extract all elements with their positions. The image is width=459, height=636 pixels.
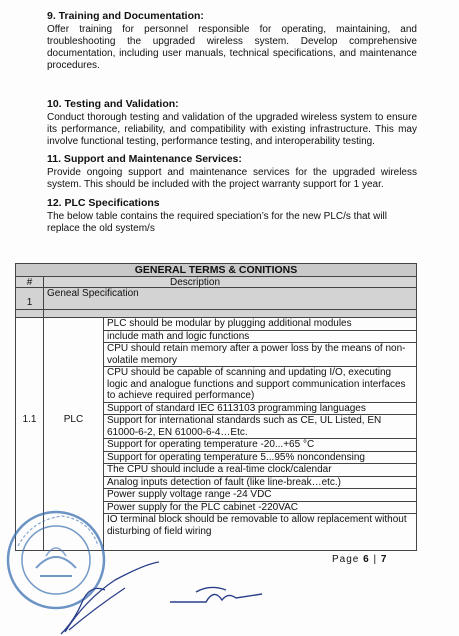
- page-number: [332, 554, 387, 565]
- spec-item: Power supply voltage range -24 VDC: [104, 489, 416, 502]
- spec-item: CPU should be capable of scanning and updating I/O, executing logic and analogue functions and support communication interfaces to achieve required performance): [104, 367, 416, 403]
- col-desc-label: Description: [170, 277, 221, 288]
- signature-icon: [55, 560, 165, 636]
- section-support: [47, 153, 417, 191]
- spec-item: Power supply for the PLC cabinet -220VAC: [104, 502, 416, 515]
- section-heading: 9. Training and Documentation:: [47, 10, 204, 22]
- spec-item: Support for international standards such as CE, UL Listed, EN 61000-6-2, EN 61000-6-4…Etc.: [104, 415, 416, 439]
- spec-item: The CPU should include a real-time clock/calendar: [104, 464, 416, 477]
- page-label: Page: [332, 554, 360, 565]
- section-heading: 10. Testing and Validation:: [47, 98, 179, 110]
- table-row-general: [16, 288, 416, 310]
- section-training: [47, 10, 417, 72]
- section-plc-specs: [47, 197, 417, 235]
- general-label: Geneal Specification: [47, 288, 139, 299]
- section-body: Conduct thorough testing and validation of the upgraded wireless system to ensure its performance, reliability, and compatibility with existing infrastructure. This may involve functional testing, performance testing, and interoperability testing.: [47, 112, 417, 147]
- spec-item: Support for operating temperature -20...+65 °C: [104, 439, 416, 452]
- col-desc-header: [44, 277, 416, 287]
- spacer-cell: [16, 310, 44, 317]
- spec-item: Analog inputs detection of fault (like line-break…etc.): [104, 477, 416, 490]
- spec-item: include math and logic functions: [104, 331, 416, 344]
- general-num: 1: [16, 288, 44, 309]
- section-testing: [47, 98, 417, 148]
- section-body: Provide ongoing support and maintenance services for the upgraded wireless system. This should be included with the project warranty support for 1 year.: [47, 167, 417, 190]
- spec-item: CPU should retain memory after a power loss by the means of non-volatile memory: [104, 343, 416, 367]
- spec-item: Support for operating temperature 5...95% noncondensing: [104, 452, 416, 465]
- table-header-row: [16, 277, 416, 288]
- item-name: PLC: [63, 414, 84, 425]
- item-num: 1.1: [22, 414, 37, 425]
- section-body: Offer training for personnel responsible for operating, maintaining, and troubleshooting the upgraded wireless system. Develop comprehensive documentation, including user manuals, technical specifications, and maintenance procedures.: [47, 24, 417, 71]
- page-separator: |: [369, 554, 381, 565]
- spec-list: [104, 318, 416, 550]
- section-heading: 11. Support and Maintenance Services:: [47, 153, 242, 165]
- signature-icon: [166, 578, 266, 610]
- spec-item: IO terminal block should be removable to allow replacement without disturbing of field wiring: [107, 514, 407, 537]
- spec-item: Support of standard IEC 6113103 programming languages: [104, 403, 416, 416]
- page-total: 7: [380, 554, 388, 565]
- page-current: 6: [363, 554, 370, 565]
- spec-item: PLC should be modular by plugging additional modules: [104, 318, 416, 331]
- section-heading: 12. PLC Specifications: [47, 197, 160, 209]
- col-num-header: #: [16, 277, 44, 287]
- section-body: The below table contains the required speciation’s for the new PLC/s that will replace the old system/s: [47, 211, 388, 234]
- table-spacer-row: [16, 310, 416, 318]
- table-title: GENERAL TERMS & CONITIONS: [16, 264, 416, 277]
